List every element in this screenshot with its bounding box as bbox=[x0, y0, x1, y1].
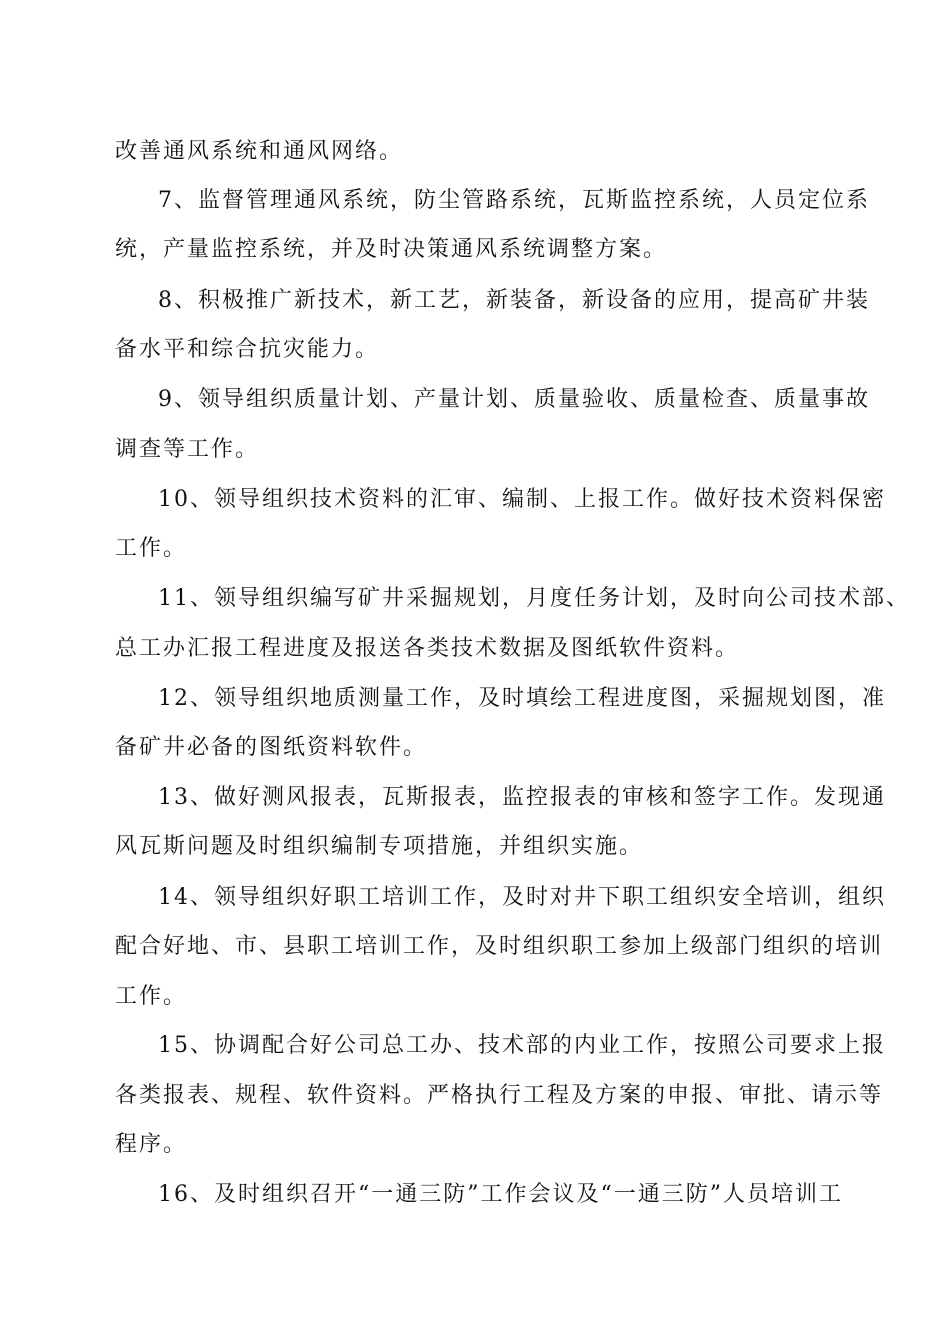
item-15-line-2: 各类报表、规程、软件资料。严格执行工程及方案的申报、审批、请示等 bbox=[115, 1083, 884, 1108]
item-15-line-1: 15、协调配合好公司总工办、技术部的内业工作，按照公司要求上报 bbox=[158, 1033, 886, 1058]
item-9-line-1: 9、领导组织质量计划、产量计划、质量验收、质量检查、质量事故 bbox=[158, 387, 870, 412]
item-15-line-3: 程序。 bbox=[115, 1132, 188, 1157]
item-14-line-1: 14、领导组织好职工培训工作，及时对井下职工组织安全培训，组织 bbox=[158, 885, 886, 910]
item-7-line-2: 统，产量监控系统，并及时决策通风系统调整方案。 bbox=[115, 237, 668, 262]
item-14-line-2: 配合好地、市、县职工培训工作，及时组织职工参加上级部门组织的培训 bbox=[115, 934, 884, 959]
item-11-line-2: 总工办汇报工程进度及报送各类技术数据及图纸软件资料。 bbox=[115, 636, 740, 661]
item-12-line-1: 12、领导组织地质测量工作，及时填绘工程进度图，采掘规划图，准 bbox=[158, 686, 886, 711]
item-8-line-2: 备水平和综合抗灾能力。 bbox=[115, 337, 380, 362]
item-12-line-2: 备矿井必备的图纸资料软件。 bbox=[115, 735, 428, 760]
item-8-line-1: 8、积极推广新技术，新工艺，新装备，新设备的应用，提高矿井装 bbox=[158, 288, 870, 313]
item-10-line-2: 工作。 bbox=[115, 536, 188, 561]
item-7-line-1: 7、监督管理通风系统，防尘管路系统，瓦斯监控系统，人员定位系 bbox=[158, 188, 870, 213]
item-10-line-1: 10、领导组织技术资料的汇审、编制、上报工作。做好技术资料保密 bbox=[158, 487, 886, 512]
item-13-line-1: 13、做好测风报表，瓦斯报表，监控报表的审核和签字工作。发现通 bbox=[158, 785, 886, 810]
item-11-line-1: 11、领导组织编写矿井采掘规划，月度任务计划，及时向公司技术部、 bbox=[158, 586, 910, 611]
item-13-line-2: 风瓦斯问题及时组织编制专项措施，并组织实施。 bbox=[115, 834, 644, 859]
item-9-line-2: 调查等工作。 bbox=[115, 437, 260, 462]
text-line-continuation: 改善通风系统和通风网络。 bbox=[115, 139, 404, 164]
item-14-line-3: 工作。 bbox=[115, 984, 188, 1009]
item-16-line-1: 16、及时组织召开“一通三防”工作会议及“一通三防”人员培训工 bbox=[158, 1182, 843, 1207]
